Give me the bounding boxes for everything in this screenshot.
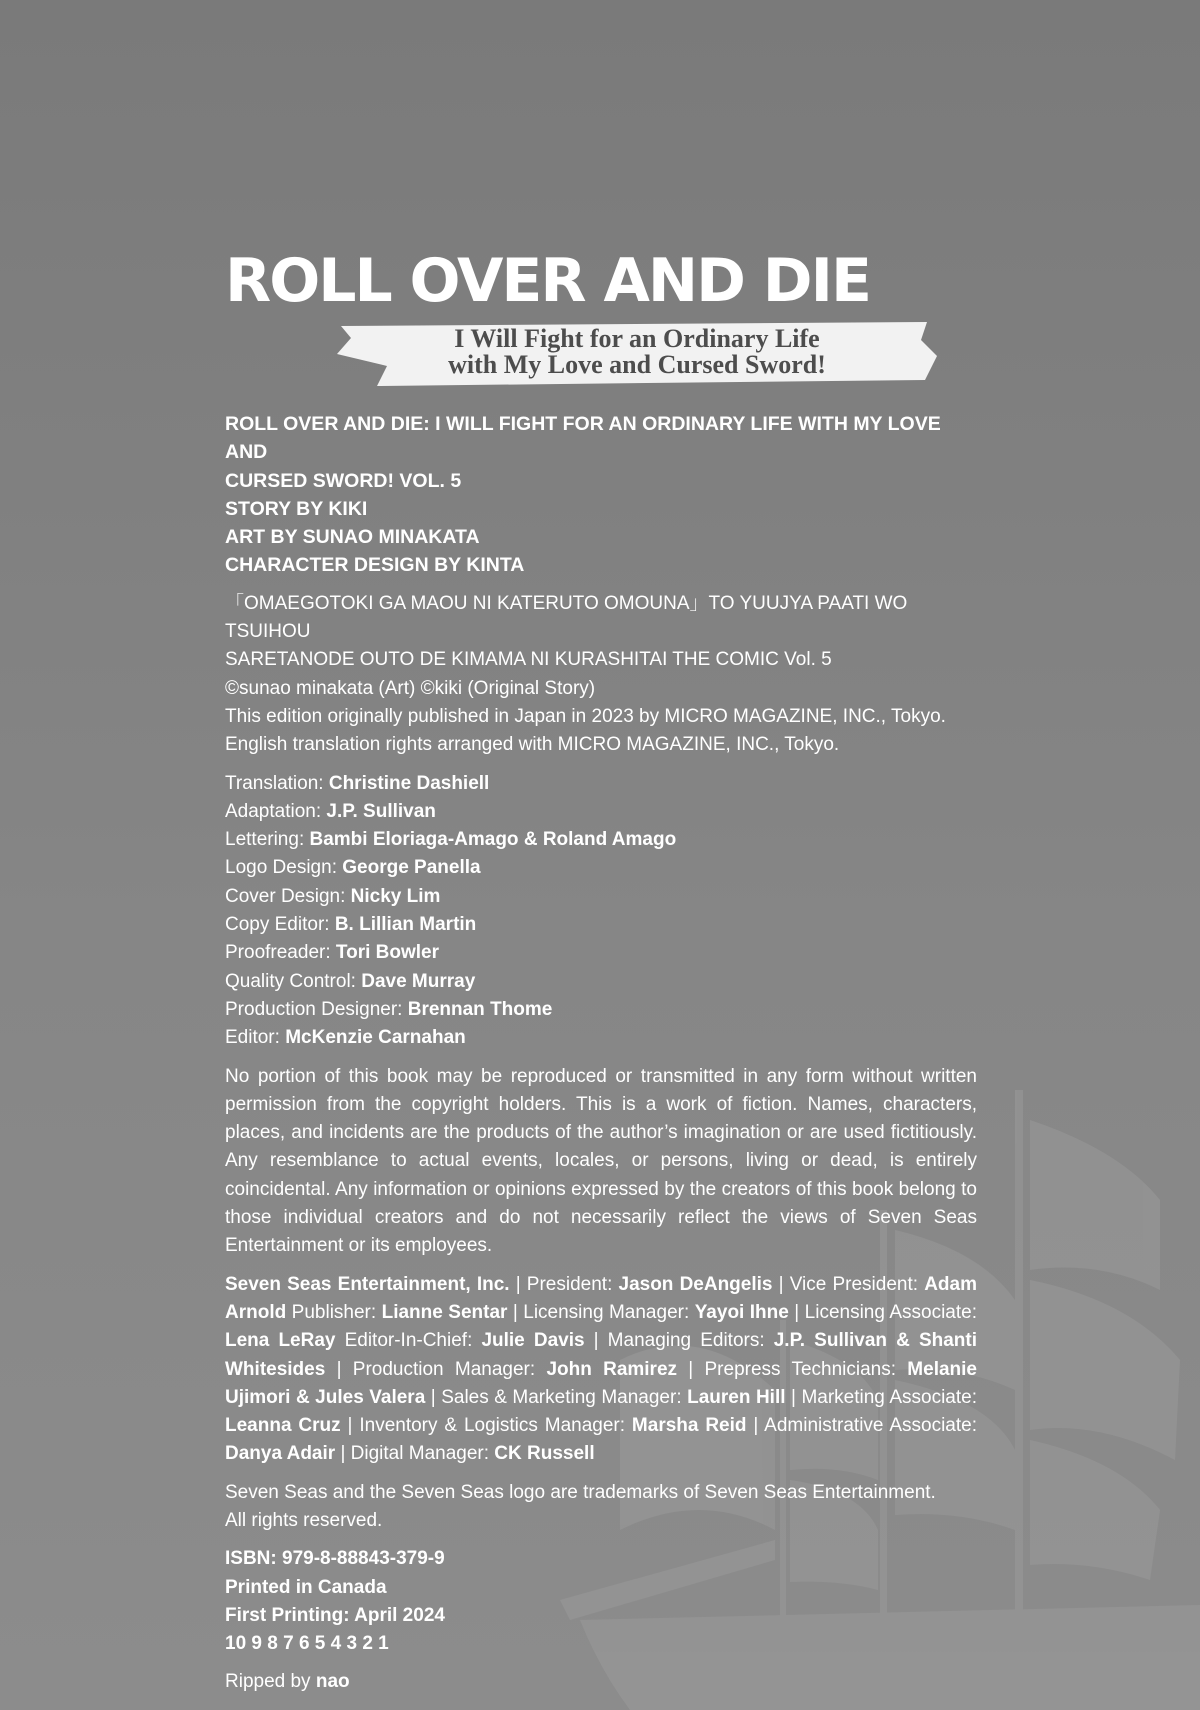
printed-in: Printed in Canada	[225, 1576, 387, 1598]
credit-label: Proofreader:	[225, 942, 336, 964]
credit-name: Tori Bowler	[335, 942, 440, 964]
ripped-by	[225, 1668, 977, 1696]
staff-label: | Digital Manager:	[335, 1443, 495, 1465]
staff-name: Adam Arnold	[225, 1273, 977, 1323]
trademark-notice	[225, 1479, 977, 1536]
art-credit: ART BY SUNAO MINAKATA	[225, 526, 480, 549]
publication-info	[225, 1545, 977, 1658]
staff-name: Jason DeAngelis	[618, 1273, 773, 1295]
staff-name: J.P. Sullivan & Shanti Whitesides	[225, 1330, 978, 1380]
staff-label: | Inventory & Logistics Manager:	[340, 1415, 632, 1437]
credit-name: J.P. Sullivan	[326, 800, 436, 822]
book-title-line2: CURSED SWORD! VOL. 5	[225, 469, 462, 492]
credit-label: Logo Design:	[225, 857, 343, 879]
staff-label: | Administrative Associate:	[746, 1415, 977, 1437]
trademark-line1: Seven Seas and the Seven Seas logo are trademarks of Seven Seas Entertainment.	[225, 1481, 936, 1503]
staff-label: Publisher:	[286, 1301, 382, 1323]
disclaimer-paragraph: No portion of this book may be reproduced or transmitted in any form without written permission from the copyright holders. This is a work of fiction. Names, characters, places, and incidents are the products of the author’s imagination or are used fictitiously. Any resemblance to actual events, locales, or persons, living or dead, is entirely coincidental. Any information or opinions expressed by the creators of this book belong to those individual creators and do not necessarily reflect the views of Seven Seas Entertainment or its employees.	[225, 1065, 977, 1257]
credit-name: Brennan Thome	[407, 998, 553, 1020]
credit-label: Translation:	[225, 772, 329, 794]
credit-proofreader	[225, 939, 977, 967]
credit-name: Christine Dashiell	[328, 772, 490, 794]
staff-name: Lena LeRay	[225, 1330, 336, 1352]
staff-name: Melanie Ujimori & Jules Valera	[225, 1358, 977, 1408]
staff-label: | Marketing Associate:	[785, 1386, 977, 1408]
staff-name: Seven Seas Entertainment, Inc.	[225, 1273, 510, 1295]
staff-label: | Sales & Marketing Manager:	[425, 1386, 688, 1408]
staff-name: Yayoi Ihne	[694, 1301, 789, 1323]
credit-editor	[225, 1024, 977, 1052]
credit-production-designer	[225, 996, 977, 1024]
original-title-line2: SARETANODE OUTO DE KIMAMA NI KURASHITAI THE COMIC Vol. 5	[225, 649, 832, 671]
ripped-label: Ripped by	[225, 1671, 316, 1693]
credit-label: Editor:	[225, 1027, 286, 1049]
credit-lettering	[225, 826, 977, 854]
staff-label: Editor-In-Chief:	[335, 1330, 482, 1352]
story-credit: STORY BY KIKI	[225, 497, 368, 520]
translation-rights: English translation rights arranged with MICRO MAGAZINE, INC., Tokyo.	[225, 734, 840, 756]
credit-name: George Panella	[342, 857, 481, 879]
book-info	[225, 410, 977, 580]
staff-paragraph	[225, 1271, 977, 1469]
original-edition-info	[225, 590, 977, 760]
staff-name: Julie Davis	[481, 1330, 585, 1352]
credit-cover-design	[225, 883, 977, 911]
staff-name: Lianne Sentar	[381, 1301, 508, 1323]
copyright-page	[225, 246, 978, 1707]
staff-label: | President:	[509, 1273, 619, 1295]
original-copyright: ©sunao minakata (Art) ©kiki (Original Story)	[225, 677, 596, 699]
credit-quality-control	[225, 968, 977, 996]
credit-logo-design	[225, 854, 977, 882]
credit-translation	[225, 770, 977, 798]
staff-name: Leanna Cruz	[225, 1415, 341, 1437]
staff-label: | Production Manager:	[325, 1358, 547, 1380]
logo-title: ROLL OVER AND DIE	[225, 246, 870, 316]
print-line: 10 9 8 7 6 5 4 3 2 1	[225, 1633, 389, 1655]
credit-name: McKenzie Carnahan	[285, 1027, 466, 1049]
trademark-line2: All rights reserved.	[225, 1509, 383, 1531]
credit-name: B. Lillian Martin	[334, 914, 477, 936]
isbn: ISBN: 979-8-88843-379-9	[225, 1548, 445, 1570]
credit-copy-editor	[225, 911, 977, 939]
first-printing: First Printing: April 2024	[225, 1604, 445, 1626]
book-title-line1: ROLL OVER AND DIE: I WILL FIGHT FOR AN ORDINARY LIFE WITH MY LOVE AND	[225, 413, 941, 464]
credit-label: Quality Control:	[225, 970, 362, 992]
credit-adaptation	[225, 798, 977, 826]
staff-label: | Licensing Associate:	[788, 1301, 977, 1323]
staff-label: | Prepress Technicians:	[677, 1358, 908, 1380]
staff-name: Danya Adair	[225, 1443, 336, 1465]
ripped-name: nao	[315, 1671, 350, 1693]
original-publication: This edition originally published in Japan in 2023 by MICRO MAGAZINE, INC., Tokyo.	[225, 705, 946, 727]
credit-label: Copy Editor:	[225, 914, 335, 936]
staff-name: CK Russell	[494, 1443, 595, 1465]
staff-label: | Licensing Manager:	[507, 1301, 695, 1323]
staff-name: Marsha Reid	[631, 1415, 747, 1437]
staff-name: Lauren Hill	[687, 1386, 786, 1408]
logo-subtitle-line1: I Will Fight for an Ordinary Life	[454, 324, 820, 353]
credits-list	[225, 770, 977, 1053]
credit-label: Cover Design:	[225, 885, 351, 907]
credit-label: Adaptation:	[225, 800, 327, 822]
staff-label: | Managing Editors:	[584, 1330, 774, 1352]
logo-subtitle-banner	[337, 320, 937, 388]
credit-name: Nicky Lim	[350, 885, 441, 907]
staff-label: | Vice President:	[772, 1273, 925, 1295]
credit-label: Lettering:	[225, 829, 310, 851]
credit-name: Dave Murray	[361, 970, 476, 992]
original-title-line1: 「OMAEGOTOKI GA MAOU NI KATERUTO OMOUNA」TO YUUJYA PAATI WO TSUIHOU	[225, 592, 908, 643]
credit-name: Bambi Eloriaga-Amago & Roland Amago	[309, 829, 677, 851]
credit-label: Production Designer:	[225, 998, 408, 1020]
logo-subtitle-line2: with My Love and Cursed Sword!	[448, 350, 826, 379]
staff-name: John Ramirez	[546, 1358, 678, 1380]
character-design-credit: CHARACTER DESIGN BY KINTA	[225, 554, 525, 577]
